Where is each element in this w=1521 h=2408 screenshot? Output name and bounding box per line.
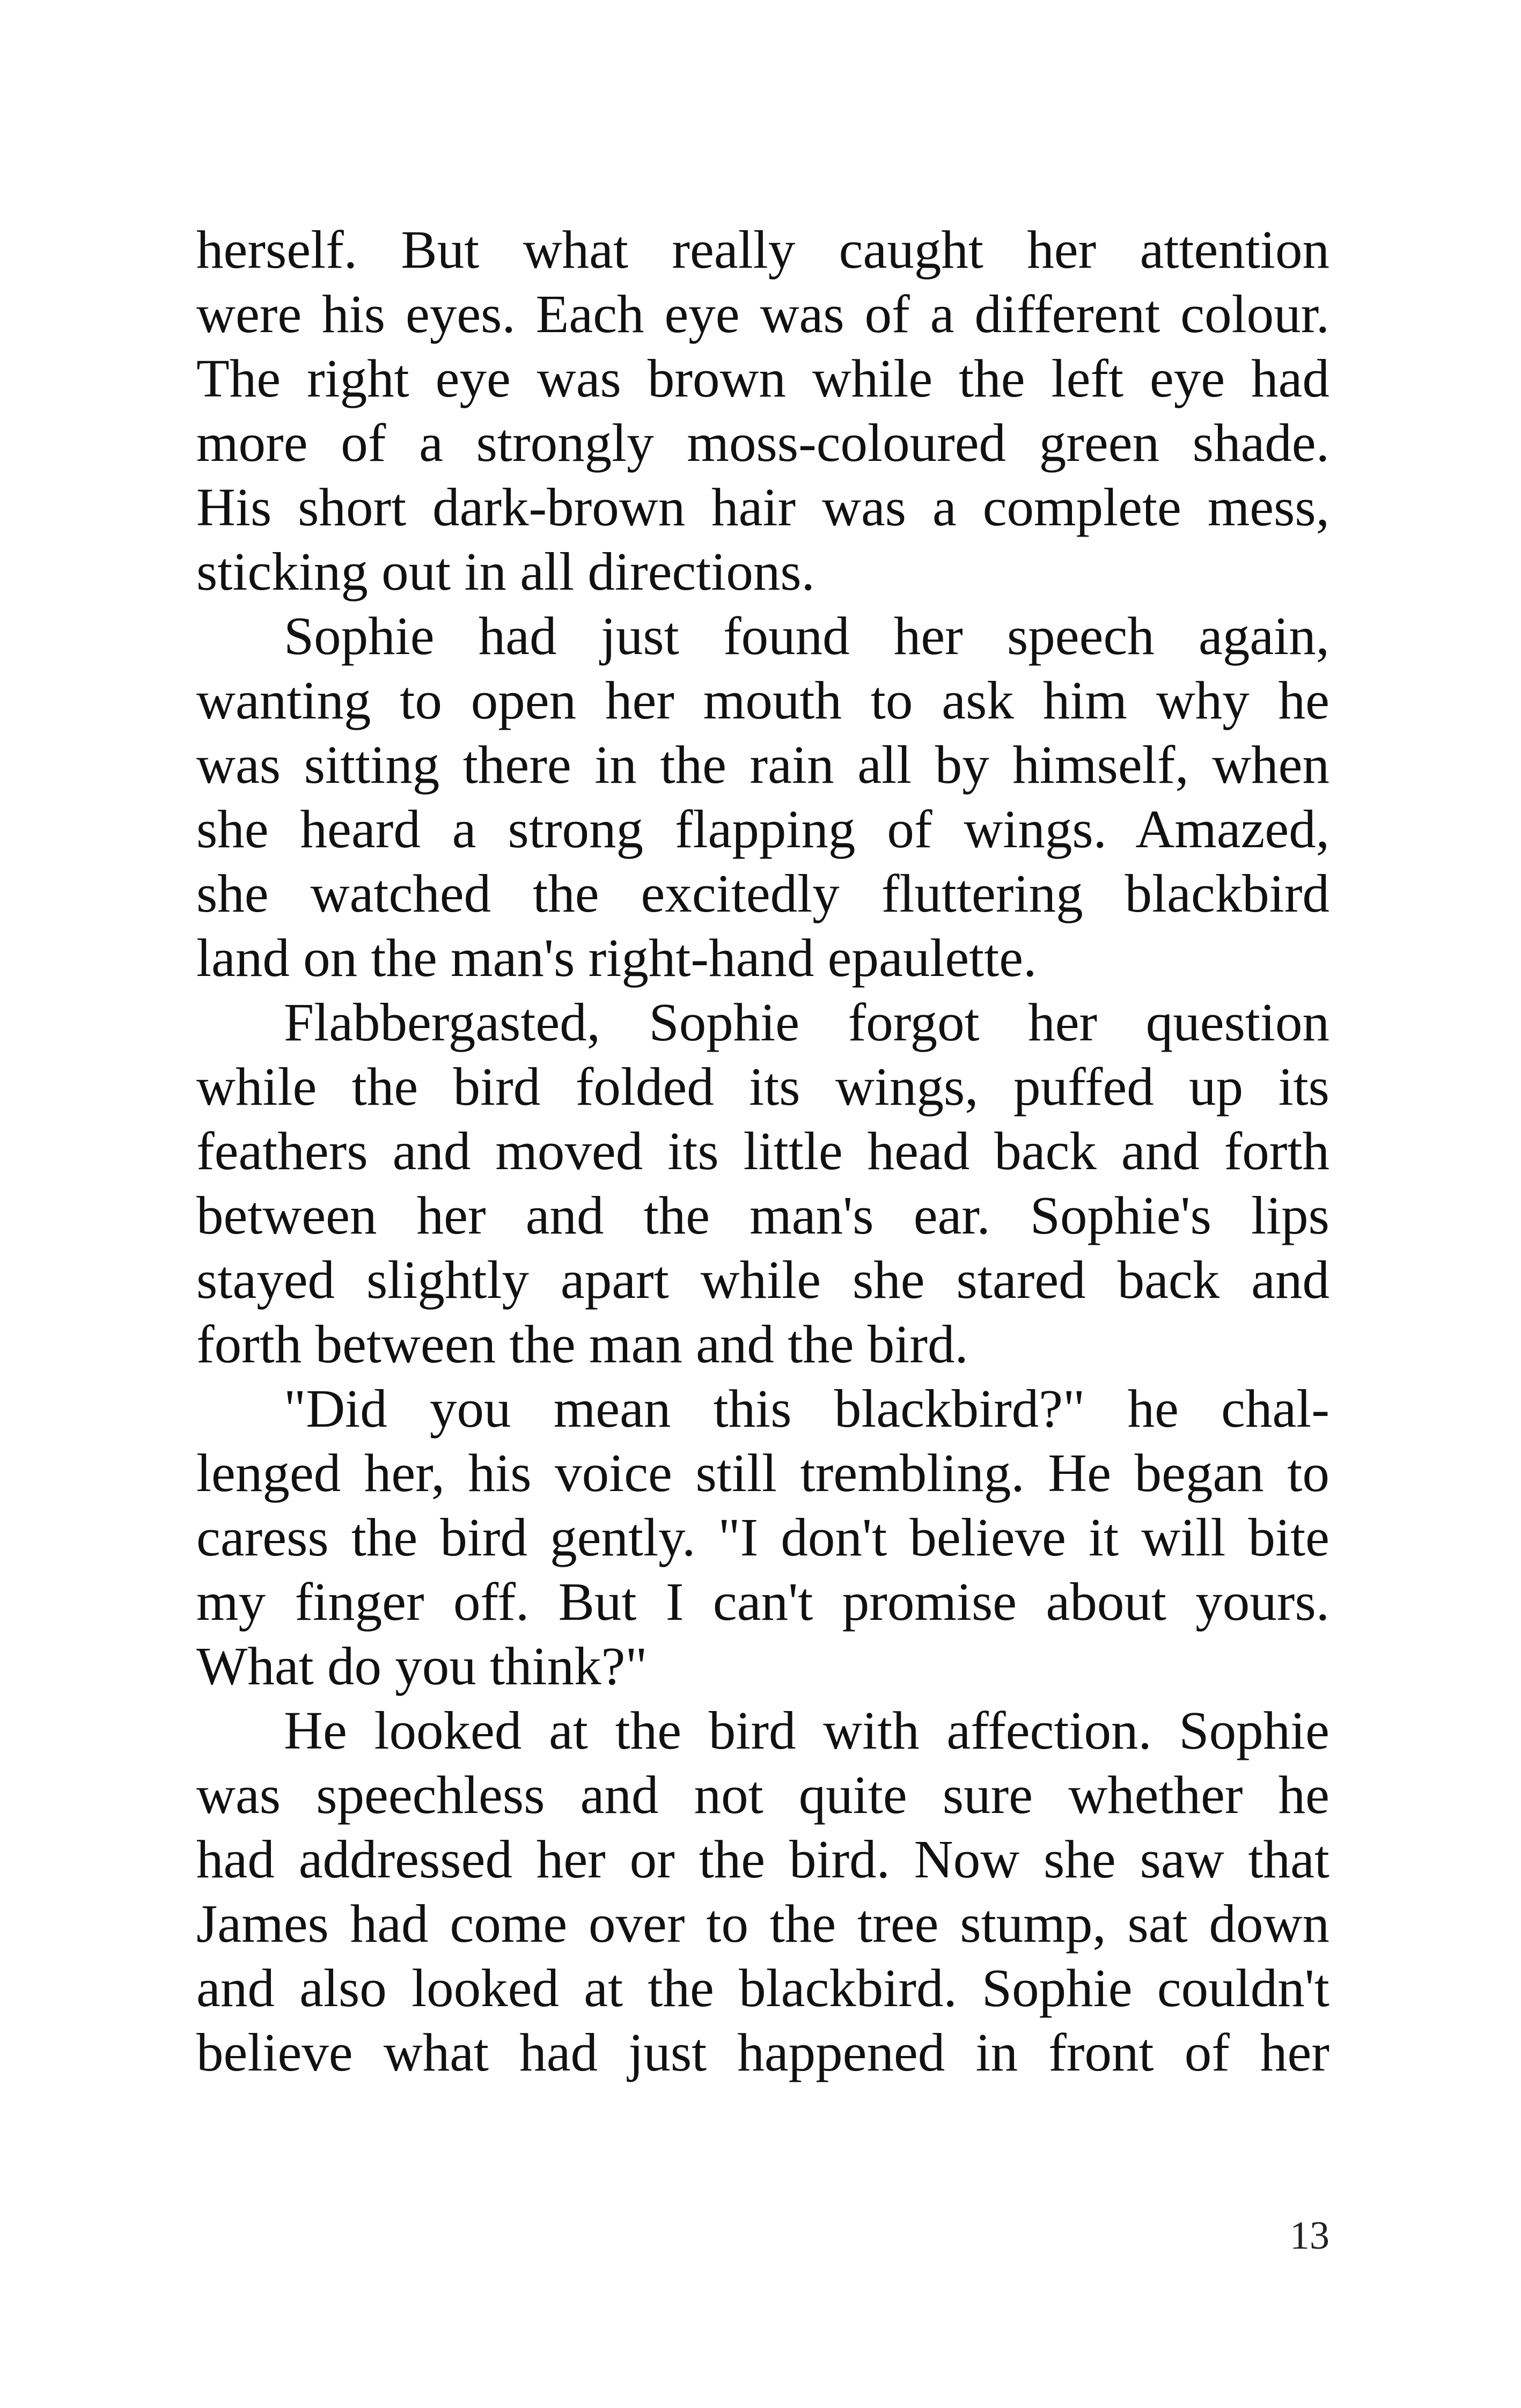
text-line: The right eye was brown while the left eye had	[196, 348, 1329, 408]
text-line: had addressed her or the bird. Now she saw that	[196, 1829, 1329, 1889]
paragraph	[196, 990, 1329, 1376]
text-line: believe what had just happened in front of her	[196, 2022, 1329, 2082]
text-line: land on the man's right-hand epaulette.	[196, 928, 1037, 988]
text-line: caress the bird gently. "I don't believe it will bite	[196, 1507, 1329, 1567]
text-line: Sophie had just found her speech again,	[284, 606, 1329, 666]
text-line: He looked at the bird with affection. Sophie	[284, 1700, 1329, 1760]
text-line: were his eyes. Each eye was of a different colour.	[196, 284, 1329, 344]
text-line: Flabbergasted, Sophie forgot her question	[284, 992, 1329, 1052]
text-line: James had come over to the tree stump, sat down	[196, 1893, 1329, 1954]
text-line: while the bird folded its wings, puffed up its	[196, 1056, 1329, 1117]
text-line: What do you think?"	[196, 1636, 648, 1696]
text-line: was speechless and not quite sure whether he	[196, 1765, 1329, 1825]
text-line: sticking out in all directions.	[196, 541, 815, 601]
paragraph	[196, 217, 1329, 604]
body-text	[196, 217, 1329, 2084]
text-line: my finger off. But I can't promise about yours.	[196, 1572, 1329, 1632]
text-line: herself. But what really caught her attention	[196, 219, 1329, 280]
text-line: she watched the excitedly fluttering blackbird	[196, 863, 1329, 923]
text-line: "Did you mean this blackbird?" he chal-	[284, 1378, 1329, 1438]
text-line: more of a strongly moss-coloured green shade.	[196, 413, 1329, 473]
text-line: she heard a strong flapping of wings. Amazed,	[196, 799, 1329, 859]
paragraph	[196, 1376, 1329, 1698]
text-line: was sitting there in the rain all by himself, when	[196, 735, 1329, 795]
text-line: lenged her, his voice still trembling. He began to	[196, 1443, 1329, 1503]
text-line: between her and the man's ear. Sophie's lips	[196, 1185, 1329, 1245]
text-line: His short dark-brown hair was a complete mess,	[196, 477, 1329, 537]
paragraph	[196, 604, 1329, 990]
text-line: stayed slightly apart while she stared back and	[196, 1250, 1329, 1310]
page-number: 13	[1290, 2214, 1329, 2258]
text-line: forth between the man and the bird.	[196, 1314, 968, 1374]
text-line: wanting to open her mouth to ask him why he	[196, 670, 1329, 730]
paragraph	[196, 1698, 1329, 2084]
text-line: and also looked at the blackbird. Sophie couldn't	[196, 1958, 1329, 2018]
text-line: feathers and moved its little head back and forth	[196, 1121, 1329, 1181]
